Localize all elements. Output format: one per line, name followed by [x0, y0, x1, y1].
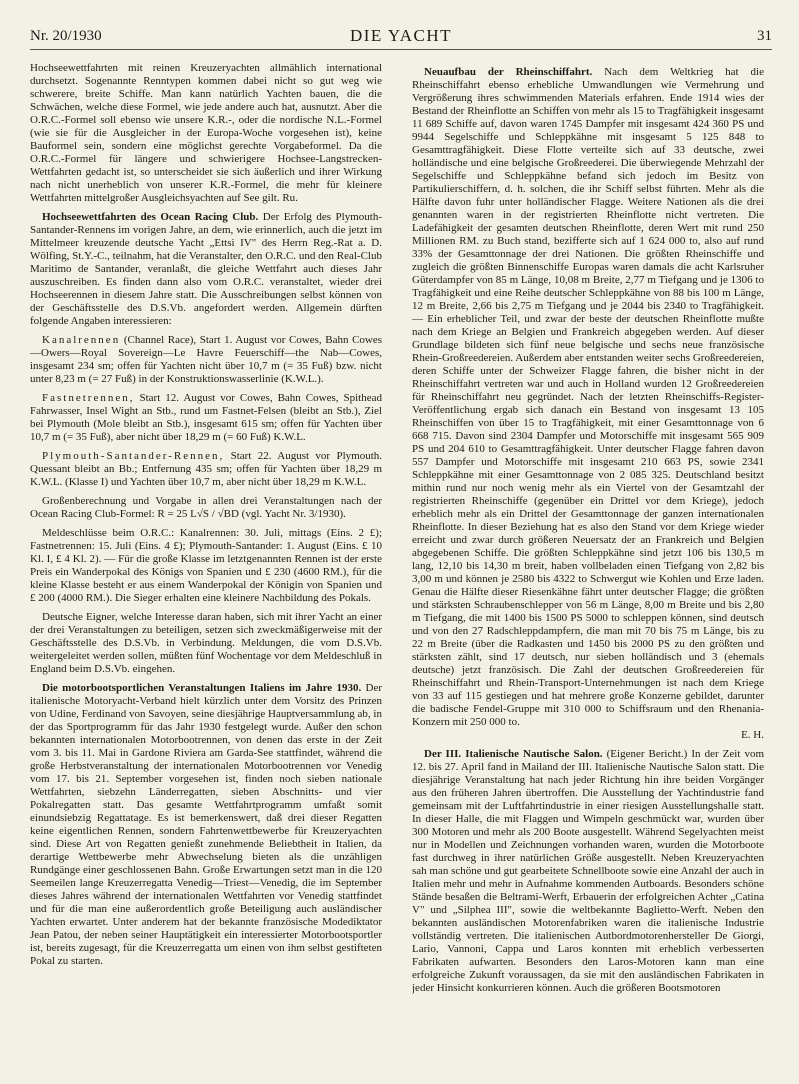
race-name: Plymouth-Santander-Rennen,: [42, 450, 225, 462]
author-signature: Ru.: [282, 192, 298, 204]
paragraph-body: Start 12. August vor Cowes, Bahn Cowes, Spithead Fahrwasser, Insel Wight an Stb., rund um Fastnet-Felsen (bleibt an Stb.), Ziel bei Plymouth (Mole bleibt an Stb.), insgesamt 615 sm; offen für Yachten über 10,7 m (= 35 Fuß), aber nicht über 18,29 m (= 60 Fuß) K.W.L.: [30, 392, 382, 443]
article-paragraph: [30, 611, 382, 676]
page-number: 31: [757, 28, 772, 44]
header-rule: [30, 49, 772, 50]
race-name: Fastnetrennen,: [42, 392, 135, 404]
paragraph-body: (Channel Race), Start 1. August vor Cowes, Bahn Cowes—Owers—Royal Sovereign—Le Havre Feuerschiff—the Nab—Cowes, insgesamt 234 sm; offen für Yachten nicht über 10,7 m (= 35 Fuß) bzw. nicht unter 8,23 m (= 27 Fuß) in der Konstruktionswasserlinie (K.W.L.).: [30, 334, 382, 385]
paragraph-body: Nach dem Weltkrieg hat die Rheinschiffahrt ebenso erhebliche Umwandlungen wie Vermehrung und Vergrößerung ihres schwimmenden Materials erfahren. Ende 1914 wies der Bestand der Rheinflotte an Schiffen von mehr als 15 to Tragfähigkeit insgesamt 11 689 Schiffe auf, davon waren 1745 Dampfer mit insgesamt 424 360 PS und 9944 Segelschiffe und Schleppkähne mit insgesamt 5 125 848 to Gesamttragfähigkeit. Diese Flotte verteilte sich auf 33 deutsche, zwei holländische und eine belgische Großreederei. Die überwiegende Mehrzahl der Segelschiffe und Schleppkähne befand sich jedoch im Besitz von Partikulierschiffern, d. h. solchen, die ihr Schiff selbst führten. Mehr als die Hälfte davon fuhr unter holländischer Flagge. Weitere Nationen als die drei genannten waren in der registrierten Rheinflotte nicht vertreten. Die Ladefähigkeit der gesamten deutschen Rheinflotte, deren Wert mit rund 250 Millionen RM. zu Buch stand, bezifferte sich auf 1 624 000 to, also auf rund 33% der Gesamttonnage der drei Nationen. Die größten Rheinschiffe und zugleich die größten Binnenschiffe Europas waren damals die acht Karlsruher Güterdampfer von 85 m Länge, 10,08 m Breite, 2,77 m Tiefgang und je 1306 to Tragfähigkeit und eine Reihe deutscher Schleppkähne von 88 bis 100 m Länge, 12 m Breite, 2,66 bis 2,75 m Tiefgang und je 2044 bis 2340 to Tragfähigkeit. — Ein erheblicher Teil, und zwar der beste der deutschen Rheinflotte mußte nach dem Kriege an Belgien und Frankreich abgegeben werden. Auf dieser Grundlage bildeten sich fünf neue belgische und sechs neue französische Rhein-Großreedereien. Außerdem aber entstanden weiter sechs Großreedereien, deren Schiffe unter der Schweizer Flagge fahren, die bisher nicht in der Rheinschiffahrt vertreten war und auch in Holland wurden 12 Großreedereien für Rheinschiffahrt neu gegründet. Nach der letzten Rheinschiffs-Register-Veröffentlichung ergab sich danach ein Bestand von insgesamt 13 105 Rheinschiffen von über 15 to Tragfähigkeit, mit einer Gesamttonnage von 6 668 715. Davon sind 2304 Dampfer und Motorschiffe mit insgesamt 565 909 PS und 204 610 to Gesamttragfähigkeit. Unter deutscher Flagge fahren davon 557 Dampfer und Motorschiffe mit insgesamt 210 663 PS, sowie 2341 Schleppkähne mit einer Gesamttonnage von 2 085 325. Deutschland besitzt mithin rund nur noch wenig mehr als ein Viertel von der Gesamtzahl der registrierten Rheinschiffe (gegenüber ein Drittel vor dem Kriege), jedoch erheblich mehr als ein Drittel der Gesamttonnage der ganzen internationalen Rheinflotte. In dieser Beziehung hat es also den Stand vor dem Kriege wieder erreicht und zwar durch größeren Neuersatz der an Frankreich und Belgien abgegebenen Schiffe. Die größten Schleppkähne sind jetzt 106 bis 130,5 m lang, 12,10 bis 14,30 m breit, haben vollbeladen einen Tiefgang von 2,82 bis 3,00 m und können je 2580 bis 4322 to Schwergut wie Kohlen und Erze laden. Genau die Hälfte dieser Riesenkähne fährt unter deutscher Flagge; die größten und stärksten Schraubenschlepper von 56 m Länge, 8,00 m Breite und bis 2,80 m Tiefgang, die mit 1400 bis 1500 PS 5000 to schleppen können, sind deutsch und von den 27 Radschleppdampfern, die man mit 70 bis 75 m Länge, bis zu 22 m Breite (über die Radkasten und 1450 bis 2000 PS zu den größten und stärksten zählt, sind 17 deutsch, nur sieben holländisch und 3 (ehemals deutsche) jetzt französisch. Die Zahl der deutschen Großreedereien für Rheinschiffahrt und Rhein-Transport-Unternehmungen ist nach dem Kriege von 33 auf 115 gestiegen und hat mehrere große Konzerne gebildet, darunter die badische Fendel-Gruppe mit 310 000 to Schiffsraum und den Rhenania-Konzern mit 250 000 to.: [412, 66, 764, 728]
paragraph-body: Hochseewettfahrten mit reinen Kreuzeryachten allmählich international durchsetzt. Sogenannte Renntypen kommen dabei nicht so gut weg wie schwerere, breite Schiffe. Man kann natürlich Yachten bauen, die die Schwächen, welche diese Formel, wie jede andere auch hat, ausnutzt. Aber die O.R.C.-Formel soll ebenso wie unsere K.R.-, oder die nordische N.L.-Formel (wie sie für die Ausgleicher in der Europa-Woche vorgesehen ist), keine Bauformel sein, sondern eine möglichst gerechte Vorgabeformel. Da die O.R.C.-Formel für längere und schwierigere Hochsee-Langstrecken-Wettfahrten gedacht ist, so unterscheidet sie sich äußerlich und ihrer Wirkung nach nicht unerheblich von unserer K.R.-Formel, die mehr für kleinere Wettfahrten mittelgroßer Ausgleichsyachten auf See gilt.: [30, 62, 382, 204]
paragraph-body: Der italienische Motoryacht-Verband hielt kürzlich unter dem Vorsitz des Prinzen von Udine, Ferdinand von Savoyen, seine diesjährige Hauptversammlung ab, in der das Sportprogramm für das Jahr 1930 festgelegt wurde. Außer den schon bekannten internationalen Motorbootrennen, von denen das erste in der Zeit vom 3. bis 11. Mai in Gardone Riviera am Garda-See stattfindet, während die große Herbstveranstaltung der internationalen Motorbootrennen vor Venedig vom 17. bis 21. September vorgesehen ist, finden noch sieben nationale Wettfahrten, siebzehn Länderregatten, sieben Abschnitts- und vier Pokalregatten statt. Das gesamte Wettfahrtprogramm umfaßt somit einundsiebzig Regattatage. Es ist bemerkenswert, daß drei dieser Regatten keine eigentlichen Rennen, sondern Fahrtenwettbewerbe für Kreuzeryachten sind. Diese Art von Regatten genießt zunehmende Beliebtheit in Italien, da derartige Wettbewerbe mehr Abwechselung bieten als die unzähligen Rundgänge einer geschlossenen Bahn. Große Erwartungen setzt man in die 120 Seemeilen lange Kreuzerregatta Venedig—Triest—Venedig, die im September dieses Jahres während der internationalen Wettfahrten vor Venedig stattfindet und für die man eine außerordentlich große Beteiligung auch ausländischer Yachten erwartet. Unter anderem hat der bekannte französische Modediktator Jean Patou, der neben seiner Hauptätigkeit ein interessierter Motorbootsportler ist, bereits zugesagt, für die Kreuzerregatta um einen von ihm selbst gestifteten Pokal zu starten.: [30, 682, 382, 967]
paragraph-body: Großenberechnung und Vorgabe in allen drei Veranstaltungen nach der Ocean Racing Club-Formel: R = 25 L√S / √BD (vgl. Yacht Nr. 3/1930).: [30, 495, 382, 520]
magazine-title: DIE YACHT: [349, 26, 453, 45]
article-heading: Neuaufbau der Rheinschiffahrt.: [424, 66, 593, 78]
deadline-paragraph: [30, 527, 382, 605]
paragraph-body: Start 22. August vor Plymouth. Quessant bleibt an Bb.; Entfernung 435 sm; offen für Yachten über 18,29 m K.W.L. (Klasse I) und Yachten über 10,7 m, aber nicht über 18,29 m K.W.L.: [30, 450, 382, 488]
article-paragraph: [412, 748, 764, 995]
article-heading: Die motorbootsportlichen Veranstaltungen Italiens im Jahre 1930.: [42, 682, 362, 694]
paragraph-body: (Eigener Bericht.) In der Zeit vom 12. bis 27. April fand in Mailand der III. Italienische Nautische Salon statt. Die diesjährige Veranstaltung hat nach jeder Richtung hin ihre beiden Vorgänger aus den früheren Jahren übertroffen. Die Ausstellung der Yachtindustrie fand gemeinsam mit der Luftfahrtindustrie in einer riesigen Ausstellungshalle statt. In dieser Halle, die mit Flaggen und Wimpeln geschmückt war, wurden über 300 Motoren und mehr als 200 Boote ausgestellt. Während Segelyachten meist nur in Modellen und Zeichnungen vorhanden waren, wurden die Motorboote fast durchweg in ihrer natürlichen Größe ausgestellt. Neben Kreuzeryachten sah man schöne und gut gearbeitete Schnellboote sowie eine Anzahl der auch in Italien mehr und mehr in Aufnahme kommenden Autboards. Besonders schöne Stände besaßen die Beltrami-Werft, Erbauerin der erfolgreichen Achter „Catina V" und „Silphea III", sowie die weltbekannte Baglietto-Werft. Neben den bekannten ausländischen Motorenfabriken waren die italienische Industrie vollständig vertreten. Die italienischen Autbordmotorenhersteller De Giorgi, Lario, Vannoni, Cappa und Laros konnten mit erheblich verbesserten Fabrikaten aufwarten. Besonders den Laros-Motoren kann man eine erfolgreiche Zukunft voraussagen, da sie mit den ausländischen Fabrikaten in jeder Hinsicht konkurrieren können. Auch die größeren Bootsmotoren: [412, 748, 764, 994]
race-paragraph: [30, 450, 382, 489]
right-column: [412, 66, 764, 1066]
race-paragraph: [30, 392, 382, 444]
article-paragraph: [412, 66, 764, 742]
article-heading: Der III. Italienische Nautische Salon.: [424, 748, 603, 760]
race-paragraph: [30, 334, 382, 386]
page-header: [30, 26, 772, 48]
paragraph-body: Meldeschlüsse beim O.R.C.: Kanalrennen: 30. Juli, mittags (Eins. 2 £); Fastnetrennen: 15. Juli (Eins. 4 £); Plymouth-Santander: 1. August (Eins. £ 10 Kl. I, £ 4 Kl. 2). — Für die große Klasse im letztgenannten Rennen ist der erste Preis ein Wanderpokal des Königs von Spanien und £ 230 (4600 RM.), für die kleine Klasse besteht er aus einem Wanderpokal der Königin von Spanien und £ 200 (4000 RM.). Die Sieger erhalten eine kleinere Nachbildung des Pokals.: [30, 527, 382, 604]
author-signature: E. H.: [741, 729, 764, 741]
article-paragraph: [30, 682, 382, 968]
article-text: [30, 62, 382, 205]
left-column: [30, 62, 382, 1062]
race-name: Kanalrennen: [42, 334, 121, 346]
paragraph-body: Deutsche Eigner, welche Interesse daran haben, sich mit ihrer Yacht an einer der drei Veranstaltungen zu beteiligen, setzen sich zweckmäßigerweise mit der Geschäftsstelle des D.S.Vb. in Verbindung. Meldungen, die vom D.S.Vb. weitergeleitet werden sollen, müßten fünf Wochentage vor dem Meldeschluß in England beim D.S.Vb. eingehen.: [30, 611, 382, 675]
article-heading: Hochseewettfahrten des Ocean Racing Club.: [42, 211, 259, 223]
issue-number: Nr. 20/1930: [30, 28, 102, 44]
article-paragraph: [30, 211, 382, 328]
paragraph-body: Der Erfolg des Plymouth-Santander-Rennens im vorigen Jahre, an dem, wie erinnerlich, auch die jetzt im Mittelmeer kreuzende deutsche Yacht „Ettsi IV" des Herrn Reg.-Rat a. D. Wölfing, St.Y.-C., teilnahm, hat die Veranstalter, den O.R.C. und den Real-Club Maritimo de Santander, veranlaßt, die gleiche Wettfahrt auch dieses Jahr auszuschreiben. Es finden dann also vom O.R.C. veranstaltet, wieder drei Hochseerennen in diesem Jahre statt. Die Ausschreibungen selbst können von der Geschäftsstelle des D.S.Vb. angefordert werden. Allgemein dürften folgende Angaben interessieren:: [30, 211, 382, 327]
formula-paragraph: [30, 495, 382, 521]
